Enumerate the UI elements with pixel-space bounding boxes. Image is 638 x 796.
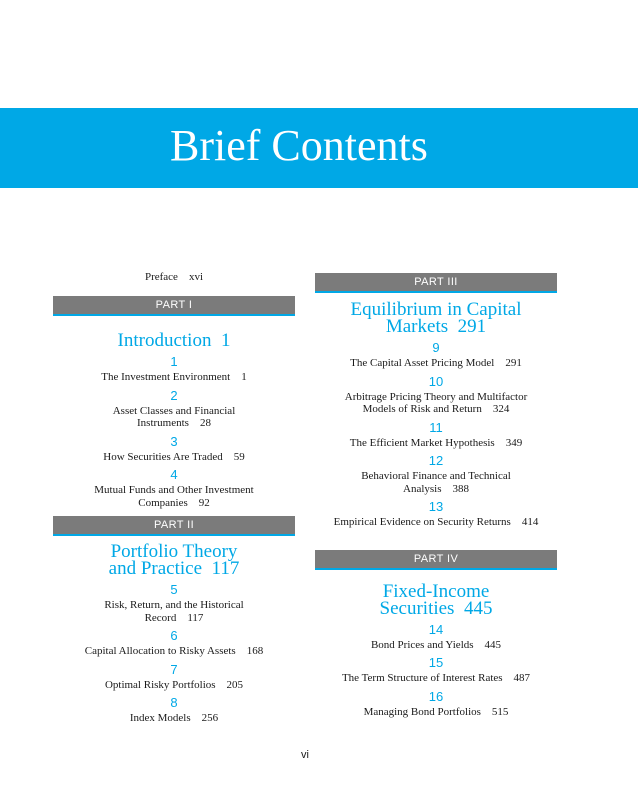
part-divider [315, 568, 557, 570]
part-4 [315, 550, 557, 719]
chapter-title: Analysis 388 [403, 482, 469, 495]
chapter-number: 2 [170, 387, 178, 403]
chapter-number: 9 [432, 340, 440, 355]
chapter-title: Index Models 256 [129, 712, 219, 724]
chapter-entry[interactable] [315, 454, 557, 495]
chapter-entry[interactable] [53, 435, 295, 464]
chapter-title: The Efficient Market Hypothesis 349 [349, 436, 523, 449]
part-title-line: Equilibrium in Capital [350, 299, 522, 320]
part-divider [315, 291, 557, 293]
page-number: vi [301, 749, 309, 761]
part-label: PART IV [315, 550, 557, 568]
left-column [53, 270, 295, 725]
chapter-entry[interactable] [315, 656, 557, 685]
chapter-number: 14 [428, 621, 444, 637]
chapter-title: Instruments 28 [137, 417, 211, 429]
chapter-title: Optimal Risky Portfolios 205 [104, 678, 244, 691]
chapter-number: 7 [170, 661, 178, 677]
part-divider [53, 534, 295, 536]
chapter-title: Risk, Return, and the Historical [104, 599, 244, 611]
chapter-number: 16 [428, 688, 444, 704]
chapter-entry[interactable] [53, 629, 295, 658]
preface-label: Preface [144, 271, 178, 283]
chapter-title: How Securities Are Traded 59 [103, 450, 245, 463]
chapter-title: Asset Classes and Financial [112, 404, 236, 417]
part-1 [53, 296, 295, 509]
chapter-entry[interactable] [53, 663, 295, 692]
part-title-line: Markets 291 [385, 316, 487, 337]
chapter-entry[interactable] [315, 375, 557, 416]
chapter-entry[interactable] [315, 421, 557, 450]
chapter-title: Managing Bond Portfolios 515 [363, 705, 509, 718]
part-label: PART I [53, 296, 295, 314]
part-title[interactable] [315, 301, 557, 335]
chapter-title: Arbitrage Pricing Theory and Multifactor [344, 390, 528, 403]
chapter-number: 15 [428, 655, 444, 670]
chapter-number: 10 [428, 373, 444, 389]
chapter-title: Capital Allocation to Risky Assets 168 [84, 645, 264, 657]
page-title: Brief Contents [170, 121, 428, 170]
chapter-entry[interactable] [53, 468, 295, 509]
chapter-entry[interactable] [53, 389, 295, 430]
chapter-number: 5 [170, 582, 178, 597]
chapter-number: 4 [170, 467, 178, 482]
chapter-entry[interactable] [315, 690, 557, 719]
part-label: PART III [315, 273, 557, 291]
chapter-entry[interactable] [53, 696, 295, 725]
part-title-line: Portfolio Theory [110, 541, 238, 562]
chapter-title: Companies 92 [138, 496, 210, 509]
chapter-number: 8 [170, 695, 178, 710]
right-column [315, 273, 557, 718]
part-3 [315, 273, 557, 529]
chapter-title: Behavioral Finance and Technical [361, 470, 511, 482]
chapter-title: Models of Risk and Return 324 [362, 403, 510, 415]
chapter-title: Empirical Evidence on Security Returns 414 [333, 516, 539, 528]
part-title-line: Securities 445 [379, 597, 493, 619]
chapter-entry[interactable] [315, 341, 557, 370]
part-2 [53, 516, 295, 725]
chapter-number: 6 [170, 628, 178, 643]
part-label: PART II [53, 516, 295, 534]
preface-page: xvi [188, 271, 204, 283]
part-title[interactable] [315, 580, 557, 619]
preface-entry[interactable] [53, 270, 295, 284]
chapter-title: The Investment Environment 1 [101, 371, 247, 383]
chapter-title: The Capital Asset Pricing Model 291 [350, 357, 522, 369]
chapter-entry[interactable] [53, 355, 295, 384]
part-title[interactable] [53, 543, 295, 577]
chapter-number: 12 [428, 453, 444, 468]
chapter-title: Mutual Funds and Other Investment [94, 484, 254, 496]
chapter-entry[interactable] [315, 500, 557, 529]
part-title[interactable]: Introduction 1 [117, 330, 231, 351]
chapter-entry[interactable] [315, 623, 557, 652]
part-divider [53, 314, 295, 316]
chapter-number: 3 [170, 433, 178, 449]
chapter-number: 1 [170, 354, 178, 369]
chapter-entry[interactable] [53, 583, 295, 624]
chapter-title: Bond Prices and Yields 445 [370, 638, 502, 651]
chapter-title: The Term Structure of Interest Rates 487 [341, 672, 531, 684]
chapter-number: 11 [429, 419, 443, 435]
part-title-line: Fixed-Income [382, 580, 490, 602]
chapter-title: Record 117 [144, 611, 204, 624]
part-title-line: and Practice 117 [108, 558, 240, 579]
chapter-number: 13 [428, 499, 444, 514]
